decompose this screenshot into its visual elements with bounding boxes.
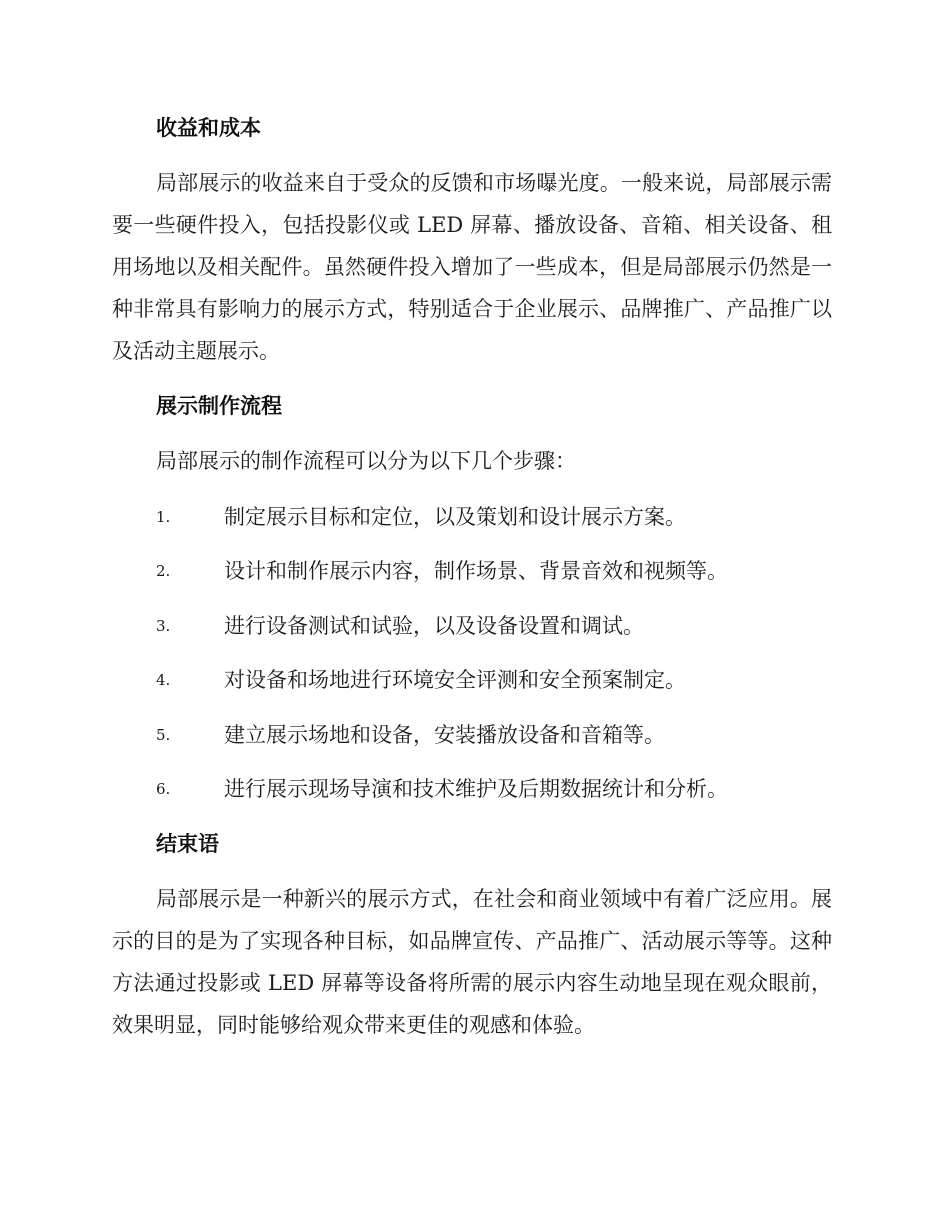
list-item <box>0 720 950 750</box>
paragraph-revenue-cost: 局部展示的收益来自于受众的反馈和市场曝光度。一般来说，局部展示需要一些硬件投入，包括投影仪或 LED 屏幕、播放设备、音箱、相关设备、租用场地以及相关配件。虽然硬件投入增加了一些成本，但是局部展示仍然是一种非常具有影响力的展示方式，特别适合于企业展示、品牌推广、产品推广以及活动主题展示。 <box>112 171 832 363</box>
list-item-text: 制定展示目标和定位，以及策划和设计展示方案。 <box>224 505 686 529</box>
list-item-number: 1. <box>156 508 171 526</box>
list-item-number: 3. <box>156 617 171 635</box>
list-item-number: 6. <box>156 780 171 798</box>
list-item <box>0 665 950 695</box>
list-item <box>0 611 950 641</box>
heading-production-process: 展示制作流程 <box>156 394 282 418</box>
list-item-number: 2. <box>156 562 171 580</box>
paragraph-conclusion: 局部展示是一种新兴的展示方式，在社会和商业领域中有着广泛应用。展示的目的是为了实现各种目标，如品牌宣传、产品推广、活动展示等等。这种方法通过投影或 LED 屏幕等设备将所需的展示内容生动地呈现在观众眼前，效果明显，同时能够给观众带来更佳的观感和体验。 <box>112 887 832 1037</box>
list-item-text: 进行设备测试和试验，以及设备设置和调试。 <box>224 614 644 638</box>
list-item-number: 4. <box>156 671 171 689</box>
list-item-text: 进行展示现场导演和技术维护及后期数据统计和分析。 <box>224 777 728 801</box>
heading-conclusion: 结束语 <box>156 832 219 856</box>
list-item-text: 对设备和场地进行环境安全评测和安全预案制定。 <box>224 668 686 692</box>
list-item <box>0 774 950 804</box>
list-item <box>0 556 950 586</box>
list-item <box>0 502 950 532</box>
paragraph-process-intro: 局部展示的制作流程可以分为以下几个步骤： <box>156 449 576 473</box>
list-item-text: 建立展示场地和设备，安装播放设备和音箱等。 <box>224 723 665 747</box>
list-item-text: 设计和制作展示内容，制作场景、背景音效和视频等。 <box>224 559 728 583</box>
heading-revenue-cost: 收益和成本 <box>156 116 261 140</box>
list-item-number: 5. <box>156 726 171 744</box>
